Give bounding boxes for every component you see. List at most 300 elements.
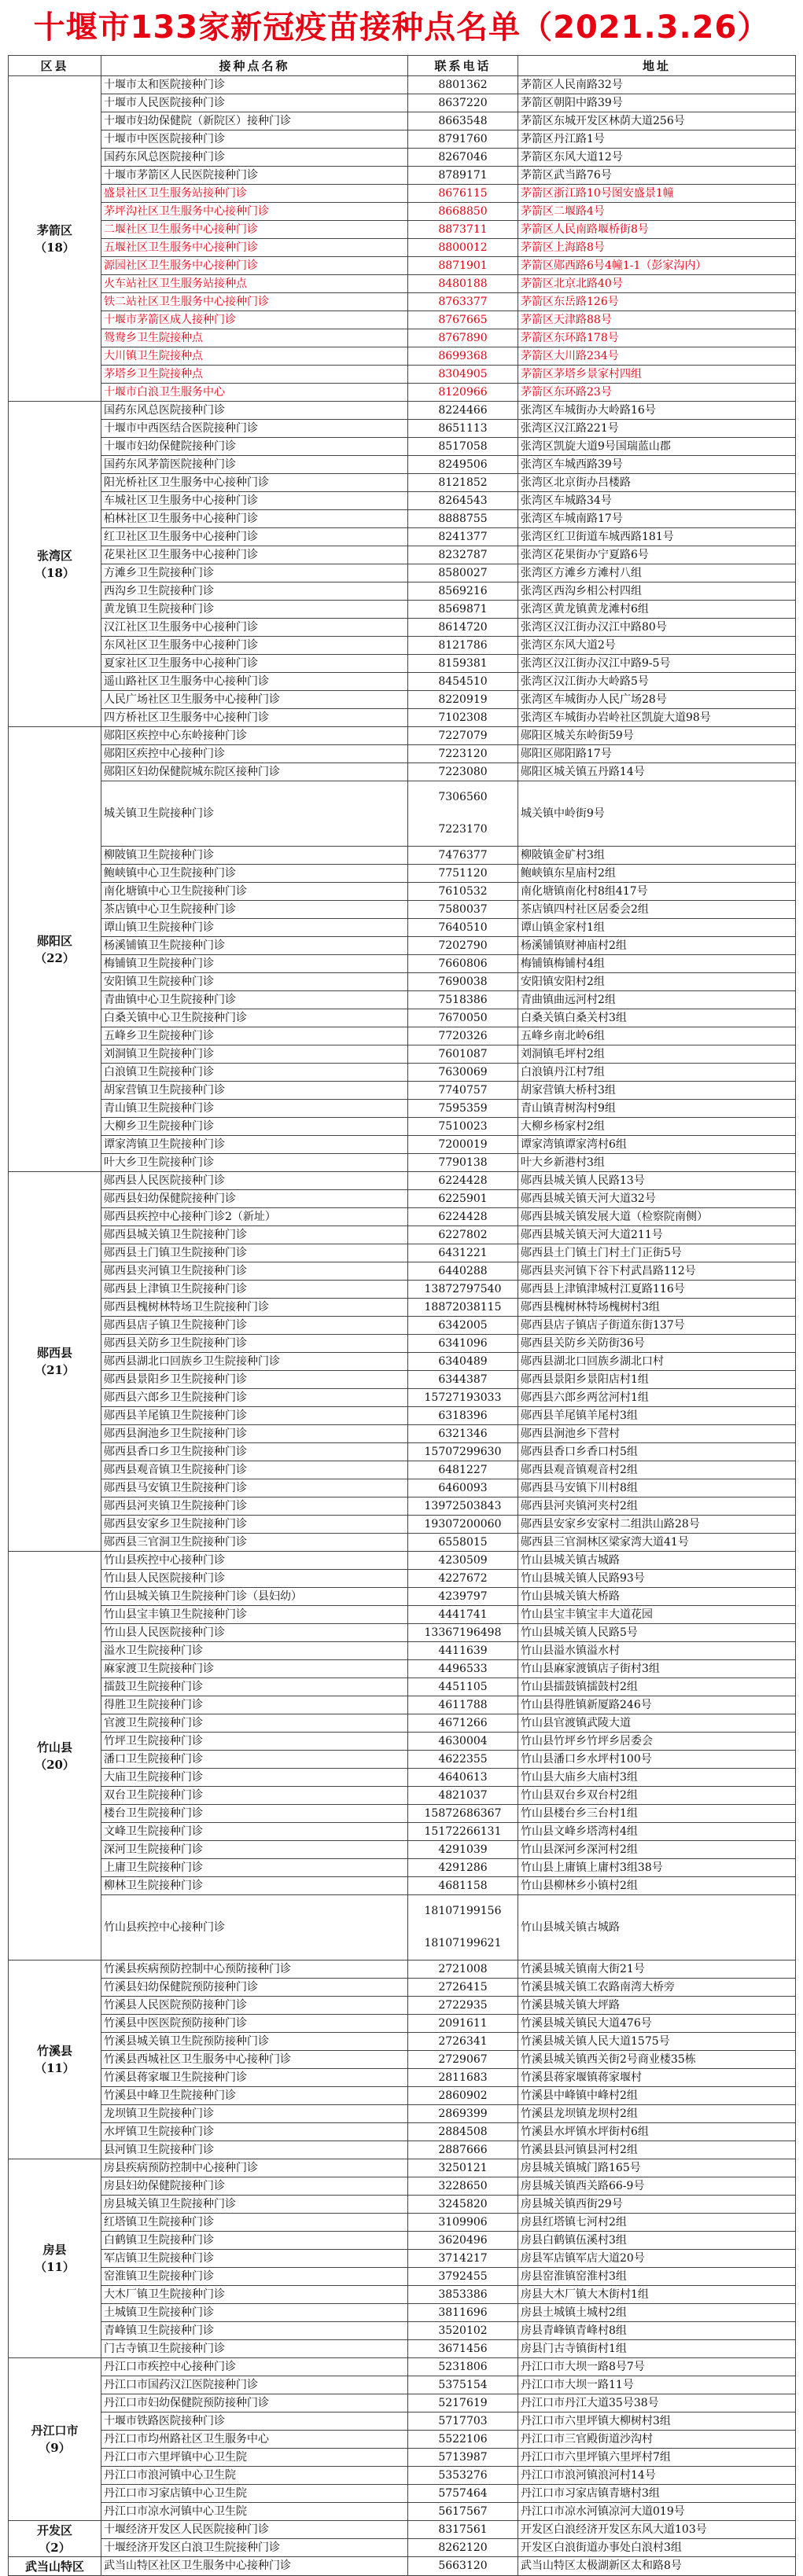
- table-row: [9, 2485, 796, 2503]
- site-name-cell: 深河卫生院接种门诊: [101, 1841, 408, 1859]
- phone-cell: 6227802: [408, 1226, 518, 1244]
- address-cell: 张湾区汉江街办汉江中路80号: [518, 619, 796, 637]
- phone-cell: 4239797: [408, 1588, 518, 1606]
- table-row: [9, 1226, 796, 1244]
- site-name-cell: 国药东风茅箭医院接种门诊: [101, 456, 408, 474]
- address-cell: 竹山县擂鼓镇擂鼓村2组: [518, 1678, 796, 1696]
- table-row: [9, 1534, 796, 1552]
- address-cell: 张湾区西沟乡相公村四组: [518, 582, 796, 601]
- table-row: [9, 1353, 796, 1371]
- site-name-cell: 潘口卫生院接种门诊: [101, 1751, 408, 1769]
- table-row: [9, 1009, 796, 1027]
- county-count: （18）: [35, 240, 75, 255]
- site-name-cell: 竹山县人民医院接种门诊: [101, 1570, 408, 1588]
- table-row: [9, 2015, 796, 2033]
- site-name-cell: 竹山县人民医院接种门诊: [101, 1624, 408, 1642]
- table-row: [9, 2431, 796, 2449]
- table-row: [9, 919, 796, 937]
- table-row: [9, 2069, 796, 2087]
- site-name-cell: 青山镇卫生院接种门诊: [101, 1100, 408, 1118]
- table-row: [9, 2105, 796, 2123]
- table-row: [9, 2268, 796, 2286]
- address-cell: 张湾区车城街办岩岭社区凯旋大道98号: [518, 709, 796, 727]
- county-count: （2）: [39, 2540, 71, 2555]
- address-cell: 房县大木厂镇大木街村1组: [518, 2286, 796, 2304]
- site-name-cell: 城关镇卫生院接种门诊: [101, 781, 408, 847]
- address-cell: 竹山县深河乡深河村2组: [518, 1841, 796, 1859]
- site-name-cell: 武当山特区社区卫生服务中心接种门诊: [101, 2557, 408, 2576]
- phone-cell: 5217619: [408, 2394, 518, 2412]
- site-name-cell: 龙坝镇卫生院接种门诊: [101, 2105, 408, 2123]
- table-row: [9, 221, 796, 239]
- address-cell: 郧西县土门镇土门村土门正街5号: [518, 1244, 796, 1262]
- county-label: 张湾区: [36, 548, 72, 563]
- table-row: [9, 901, 796, 919]
- table-row: [9, 955, 796, 973]
- address-cell: 张湾区凯旋大道9号国瑞蓝山郡: [518, 438, 796, 456]
- address-cell: 郧西县香口乡香口村5组: [518, 1443, 796, 1461]
- site-name-cell: 阳光桥社区卫生服务中心接种门诊: [101, 474, 408, 492]
- address-cell: 房县城关镇城门路165号: [518, 2159, 796, 2177]
- address-cell: 郧西县三官洞林区梁家湾大道41号: [518, 1534, 796, 1552]
- address-cell: 丹江口市浪河镇浪河村14号: [518, 2467, 796, 2485]
- table-row: [9, 2250, 796, 2268]
- address-cell: 郧西县湖北口回族乡湖北口村: [518, 1353, 796, 1371]
- phone-cell: 15727193033: [408, 1389, 518, 1407]
- site-name-cell: 郧西县景阳乡卫生院接种门诊: [101, 1371, 408, 1389]
- address-cell: 竹溪县城关镇南大街21号: [518, 1960, 796, 1979]
- table-row: [9, 510, 796, 528]
- address-cell: 茅箭区东环路23号: [518, 384, 796, 402]
- table-row: [9, 709, 796, 727]
- phone-cell: 7640510: [408, 919, 518, 937]
- table-row: [9, 329, 796, 347]
- address-cell: 白浪镇丹江村7组: [518, 1064, 796, 1082]
- site-name-cell: 杨溪铺镇卫生院接种门诊: [101, 937, 408, 955]
- table-row: [9, 2141, 796, 2159]
- address-cell: 竹溪县蒋家堰镇蒋家堰村: [518, 2069, 796, 2087]
- phone-cell: 6481227: [408, 1461, 518, 1479]
- site-name-cell: 十堰经济开发区白浪卫生院接种门诊: [101, 2539, 408, 2557]
- address-cell: 郧西县六郎乡两岔河村1组: [518, 1389, 796, 1407]
- phone-cell: 7610532: [408, 883, 518, 901]
- site-name-cell: 房县城关镇卫生院接种门诊: [101, 2196, 408, 2214]
- county-cell: [9, 2557, 101, 2576]
- address-cell: 郧西县涧池乡下营村: [518, 1425, 796, 1443]
- address-cell: 郧西县安家乡安家村二组洪山路28号: [518, 1516, 796, 1534]
- phone-cell: 3853386: [408, 2286, 518, 2304]
- phone-cell: 7595359: [408, 1100, 518, 1118]
- table-row: [9, 673, 796, 691]
- site-name-cell: 柏林社区卫生服务中心接种门诊: [101, 510, 408, 528]
- table-row: [9, 384, 796, 402]
- table-row: [9, 112, 796, 130]
- table-row: [9, 2394, 796, 2412]
- site-name-cell: 土城镇卫生院接种门诊: [101, 2304, 408, 2322]
- site-name-cell: 十堰市中医医院接种门诊: [101, 130, 408, 149]
- address-cell: 竹溪县城关镇工农路南湾大桥旁: [518, 1979, 796, 1997]
- site-name-cell: 火车站社区卫生服务站接种点: [101, 275, 408, 293]
- phone-cell: 15707299630: [408, 1443, 518, 1461]
- address-cell: 张湾区红卫街道车城西路181号: [518, 528, 796, 546]
- address-cell: 茅箭区天津路88号: [518, 311, 796, 329]
- site-name-cell: 十堰市太和医院接种门诊: [101, 76, 408, 94]
- table-row: [9, 745, 796, 763]
- address-cell: 茅箭区东环路178号: [518, 329, 796, 347]
- county-cell: [9, 76, 101, 402]
- address-cell: 柳陂镇金矿村3组: [518, 847, 796, 865]
- table-row: [9, 1696, 796, 1714]
- address-cell: 竹山县麻家渡镇店子街村3组: [518, 1660, 796, 1678]
- site-name-cell: 遥山路社区卫生服务中心接种门诊: [101, 673, 408, 691]
- table-row: [9, 1552, 796, 1570]
- phone-cell: 18872038115: [408, 1299, 518, 1317]
- table-row: [9, 1497, 796, 1516]
- table-row: [9, 2232, 796, 2250]
- table-row: [9, 727, 796, 745]
- phone-cell: 2887666: [408, 2141, 518, 2159]
- site-name-cell: 县河镇卫生院接种门诊: [101, 2141, 408, 2159]
- table-row: [9, 1751, 796, 1769]
- phone-cell: 7518386: [408, 991, 518, 1009]
- table-row: [9, 402, 796, 420]
- table-row: [9, 1624, 796, 1642]
- address-cell: 开发区白浪经济开发区东风大道103号: [518, 2521, 796, 2539]
- address-cell: 郧西县羊尾镇羊尾村3组: [518, 1407, 796, 1425]
- site-name-cell: 竹溪县城关镇卫生院预防接种门诊: [101, 2033, 408, 2051]
- phone-cell: 7223120: [408, 745, 518, 763]
- phone-cell: 7306560 7223170: [408, 781, 518, 847]
- phone-cell: 8569216: [408, 582, 518, 601]
- phone-cell: 5717703: [408, 2412, 518, 2431]
- phone-cell: 8676115: [408, 185, 518, 203]
- address-cell: 丹江口市凉水河镇凉河大道019号: [518, 2503, 796, 2521]
- phone-cell: 7580037: [408, 901, 518, 919]
- phone-cell: 4411639: [408, 1642, 518, 1660]
- phone-cell: 8121786: [408, 637, 518, 655]
- county-label: 丹江口市: [31, 2423, 79, 2438]
- site-name-cell: 郧西县疾控中心接种门诊2（新址）: [101, 1208, 408, 1226]
- address-cell: 郧西县城关镇天河大道32号: [518, 1190, 796, 1208]
- phone-cell: 4671266: [408, 1714, 518, 1733]
- phone-cell: 13872797540: [408, 1281, 518, 1299]
- table-body: [9, 76, 796, 2576]
- phone-cell: 13972503843: [408, 1497, 518, 1516]
- address-cell: 郧西县上津镇津城村江夏路116号: [518, 1281, 796, 1299]
- table-row: [9, 1082, 796, 1100]
- site-name-cell: 房县妇幼保健院接种门诊: [101, 2177, 408, 2196]
- site-name-cell: 郧西县槐树林特场卫生院接种门诊: [101, 1299, 408, 1317]
- table-row: [9, 1714, 796, 1733]
- site-name-cell: 郧西县关防乡卫生院接种门诊: [101, 1335, 408, 1353]
- table-row: [9, 167, 796, 185]
- phone-cell: 6431221: [408, 1244, 518, 1262]
- address-cell: 丹江口市习家店镇青塘村3组: [518, 2485, 796, 2503]
- table-row: [9, 1407, 796, 1425]
- phone-cell: 4821037: [408, 1787, 518, 1805]
- site-name-cell: 文峰卫生院接种门诊: [101, 1823, 408, 1841]
- table-row: [9, 1479, 796, 1497]
- address-cell: 张湾区东风大道2号: [518, 637, 796, 655]
- address-cell: 张湾区车城南路17号: [518, 510, 796, 528]
- phone-cell: 19307200060: [408, 1516, 518, 1534]
- phone-cell: 8637220: [408, 94, 518, 112]
- phone-cell: 3792455: [408, 2268, 518, 2286]
- phone-cell: 6460093: [408, 1479, 518, 1497]
- table-row: [9, 1100, 796, 1118]
- county-label: 武当山特区: [24, 2559, 84, 2574]
- phone-cell: 4681158: [408, 1877, 518, 1895]
- address-cell: 竹山县城关镇人民路93号: [518, 1570, 796, 1588]
- phone-cell: 7200019: [408, 1136, 518, 1154]
- phone-cell: 5617567: [408, 2503, 518, 2521]
- site-name-cell: 白浪镇卫生院接种门诊: [101, 1064, 408, 1082]
- phone-cell: 7660806: [408, 955, 518, 973]
- county-label: 茅箭区: [36, 222, 72, 237]
- address-cell: 房县城关镇西街29号: [518, 2196, 796, 2214]
- site-name-cell: 刘洞镇卫生院接种门诊: [101, 1045, 408, 1064]
- table-row: [9, 2051, 796, 2069]
- address-cell: 竹山县柳林乡小镇村2组: [518, 1877, 796, 1895]
- address-cell: 郧西县夹河镇下谷下村武昌路112号: [518, 1262, 796, 1281]
- table-row: [9, 130, 796, 149]
- phone-cell: 15172266131: [408, 1823, 518, 1841]
- table-row: [9, 973, 796, 991]
- site-name-cell: 铁二站社区卫生服务中心接种门诊: [101, 293, 408, 311]
- phone-cell: 8120966: [408, 384, 518, 402]
- site-name-cell: 竹山县疾控中心接种门诊: [101, 1552, 408, 1570]
- address-cell: 茶店镇四村社区居委会2组: [518, 901, 796, 919]
- phone-cell: 7223080: [408, 763, 518, 781]
- site-name-cell: 军店镇卫生院接种门诊: [101, 2250, 408, 2268]
- site-name-cell: 青峰镇卫生院接种门诊: [101, 2322, 408, 2340]
- site-name-cell: 郧西县上津镇卫生院接种门诊: [101, 1281, 408, 1299]
- phone-cell: 6341096: [408, 1335, 518, 1353]
- address-cell: 郧西县河夹镇河夹村2组: [518, 1497, 796, 1516]
- phone-cell: 8262120: [408, 2539, 518, 2557]
- phone-cell: 4227672: [408, 1570, 518, 1588]
- address-cell: 竹山县上庸镇上庸村3组38号: [518, 1859, 796, 1877]
- address-cell: 胡家营镇大桥村3组: [518, 1082, 796, 1100]
- phone-cell: 8800012: [408, 239, 518, 257]
- address-cell: 鲍峡镇东星庙村2组: [518, 865, 796, 883]
- table-row: [9, 2177, 796, 2196]
- site-name-cell: 十堰经济开发区人民医院接种门诊: [101, 2521, 408, 2539]
- address-cell: 郧西县城关镇天河大道211号: [518, 1226, 796, 1244]
- site-name-cell: 大川镇卫生院接种点: [101, 347, 408, 366]
- table-row: [9, 1443, 796, 1461]
- site-name-cell: 郧西县人民医院接种门诊: [101, 1172, 408, 1190]
- phone-cell: 7227079: [408, 727, 518, 745]
- address-cell: 竹溪县城关镇民大道476号: [518, 2015, 796, 2033]
- site-name-cell: 南化塘镇中心卫生院接种门诊: [101, 883, 408, 901]
- table-row: [9, 1299, 796, 1317]
- site-name-cell: 窑淮镇卫生院接种门诊: [101, 2268, 408, 2286]
- site-name-cell: 郧西县城关镇卫生院接种门诊: [101, 1226, 408, 1244]
- site-name-cell: 国药东风总医院接种门诊: [101, 149, 408, 167]
- site-name-cell: 竹山县宝丰镇卫生院接种门诊: [101, 1606, 408, 1624]
- site-name-cell: 十堰市铁路医院接种门诊: [101, 2412, 408, 2431]
- table-row: [9, 2123, 796, 2141]
- phone-cell: 8699368: [408, 347, 518, 366]
- phone-cell: 8871901: [408, 257, 518, 275]
- table-row: [9, 1389, 796, 1407]
- site-name-cell: 丹江口市六里坪镇中心卫生院: [101, 2449, 408, 2467]
- table-row: [9, 528, 796, 546]
- address-cell: 竹山县大庙乡大庙村3组: [518, 1769, 796, 1787]
- table-row: [9, 2322, 796, 2340]
- phone-cell: 8121852: [408, 474, 518, 492]
- table-row: [9, 347, 796, 366]
- address-cell: 张湾区车城街办人民广场28号: [518, 691, 796, 709]
- table-row: [9, 1660, 796, 1678]
- phone-cell: 8580027: [408, 564, 518, 582]
- site-name-cell: 竹溪县中医医院预防接种门诊: [101, 2015, 408, 2033]
- table-row: [9, 1805, 796, 1823]
- phone-cell: 7740757: [408, 1082, 518, 1100]
- table-row: [9, 1678, 796, 1696]
- phone-cell: 8249506: [408, 456, 518, 474]
- phone-cell: 6340489: [408, 1353, 518, 1371]
- site-name-cell: 西沟乡卫生院接种门诊: [101, 582, 408, 601]
- phone-cell: 13367196498: [408, 1624, 518, 1642]
- address-cell: 丹江口市大坝一路8号7号: [518, 2358, 796, 2376]
- site-name-cell: 东风社区卫生服务中心接种门诊: [101, 637, 408, 655]
- address-cell: 竹山县得胜镇新厦路246号: [518, 1696, 796, 1714]
- phone-cell: 7202790: [408, 937, 518, 955]
- address-cell: 房县城关镇西关路66-9号: [518, 2177, 796, 2196]
- table-row: [9, 619, 796, 637]
- table-row: [9, 847, 796, 865]
- address-cell: 竹山县城关镇古城路: [518, 1552, 796, 1570]
- address-cell: 张湾区北京街办吕楼路: [518, 474, 796, 492]
- address-cell: 大柳乡杨家村2组: [518, 1118, 796, 1136]
- table-row: [9, 1997, 796, 2015]
- site-name-cell: 青曲镇中心卫生院接种门诊: [101, 991, 408, 1009]
- table-row: [9, 257, 796, 275]
- county-label: 郧西县: [36, 1346, 72, 1360]
- phone-cell: 7476377: [408, 847, 518, 865]
- address-cell: 茅箭区丹江路1号: [518, 130, 796, 149]
- phone-cell: 5375154: [408, 2376, 518, 2394]
- site-name-cell: 郧西县马安镇卫生院接种门诊: [101, 1479, 408, 1497]
- address-cell: 五峰乡南北岭6组: [518, 1027, 796, 1045]
- address-cell: 房县红塔镇七河村2组: [518, 2214, 796, 2232]
- phone-cell: 8873711: [408, 221, 518, 239]
- site-name-cell: 丹江口市凉水河镇中心卫生院: [101, 2503, 408, 2521]
- table-row: [9, 2304, 796, 2322]
- table-row: [9, 2358, 796, 2376]
- site-name-cell: 谭家湾镇卫生院接种门诊: [101, 1136, 408, 1154]
- phone-cell: 5663120: [408, 2557, 518, 2576]
- phone-cell: 2811683: [408, 2069, 518, 2087]
- phone-cell: 3245820: [408, 2196, 518, 2214]
- county-count: （9）: [39, 2441, 71, 2455]
- address-cell: 南化塘镇南化村8组417号: [518, 883, 796, 901]
- address-cell: 房县土城镇土城村2组: [518, 2304, 796, 2322]
- address-cell: 郧西县城关镇人民路13号: [518, 1172, 796, 1190]
- table-row: [9, 1172, 796, 1190]
- address-cell: 丹江口市大坝一路11号: [518, 2376, 796, 2394]
- address-cell: 竹溪县城关镇人民大道1575号: [518, 2033, 796, 2051]
- table-row: [9, 1841, 796, 1859]
- table-row: [9, 1823, 796, 1841]
- site-name-cell: 安阳镇卫生院接种门诊: [101, 973, 408, 991]
- phone-cell: 8569871: [408, 601, 518, 619]
- county-cell: [9, 2521, 101, 2557]
- site-name-cell: 郧西县河夹镇卫生院接种门诊: [101, 1497, 408, 1516]
- table-row: [9, 2449, 796, 2467]
- phone-cell: 15872686367: [408, 1805, 518, 1823]
- county-cell: [9, 2358, 101, 2521]
- site-name-cell: 郧西县六郎乡卫生院接种门诊: [101, 1389, 408, 1407]
- address-cell: 张湾区方滩乡方滩村八组: [518, 564, 796, 582]
- site-name-cell: 竹山县疾控中心接种门诊: [101, 1895, 408, 1960]
- table-row: [9, 293, 796, 311]
- phone-cell: 5757464: [408, 2485, 518, 2503]
- table-row: [9, 149, 796, 167]
- site-name-cell: 十堰市人民医院接种门诊: [101, 94, 408, 112]
- phone-cell: 4291039: [408, 1841, 518, 1859]
- site-name-cell: 擂鼓卫生院接种门诊: [101, 1678, 408, 1696]
- address-cell: 茅箭区武当路76号: [518, 167, 796, 185]
- address-cell: 谭山镇金家村1组: [518, 919, 796, 937]
- address-cell: 刘洞镇毛坪村2组: [518, 1045, 796, 1064]
- table-row: [9, 1787, 796, 1805]
- table-row: [9, 763, 796, 781]
- phone-cell: 7790138: [408, 1154, 518, 1172]
- address-cell: 丹江口市三官殿街道沙沟村: [518, 2431, 796, 2449]
- site-name-cell: 郧阳区疾控中心东岭接种门诊: [101, 727, 408, 745]
- site-name-cell: 鲍峡镇中心卫生院接种门诊: [101, 865, 408, 883]
- table-row: [9, 1733, 796, 1751]
- address-cell: 房县白鹤镇伍溪村3组: [518, 2232, 796, 2250]
- site-name-cell: 大木厂镇卫生院接种门诊: [101, 2286, 408, 2304]
- table-row: [9, 991, 796, 1009]
- address-cell: 茅箭区二堰路4号: [518, 203, 796, 221]
- table-row: [9, 781, 796, 847]
- phone-cell: 7510023: [408, 1118, 518, 1136]
- site-name-cell: 得胜卫生院接种门诊: [101, 1696, 408, 1714]
- table-row: [9, 2087, 796, 2105]
- phone-cell: 6321346: [408, 1425, 518, 1443]
- phone-cell: 5713987: [408, 2449, 518, 2467]
- address-cell: 张湾区车城西路39号: [518, 456, 796, 474]
- table-row: [9, 2033, 796, 2051]
- table-header-row: [9, 56, 796, 76]
- phone-cell: 2091611: [408, 2015, 518, 2033]
- phone-cell: 4230509: [408, 1552, 518, 1570]
- site-name-cell: 花果社区卫生服务中心接种门诊: [101, 546, 408, 564]
- address-cell: 青山镇青树沟村9组: [518, 1100, 796, 1118]
- header-address: 地址: [518, 56, 796, 76]
- site-name-cell: 竹溪县中峰卫生院接种门诊: [101, 2087, 408, 2105]
- phone-cell: 8220919: [408, 691, 518, 709]
- address-cell: 竹山县官渡镇武陵大道: [518, 1714, 796, 1733]
- county-label: 房县: [42, 2243, 67, 2257]
- county-label: 开发区: [36, 2523, 72, 2537]
- address-cell: 郧西县关防乡关防街36号: [518, 1335, 796, 1353]
- address-cell: 茅箭区郧西路6号4幢1-1（彭家沟内）: [518, 257, 796, 275]
- address-cell: 郧西县观音镇观音村2组: [518, 1461, 796, 1479]
- site-name-cell: 郧西县观音镇卫生院接种门诊: [101, 1461, 408, 1479]
- phone-cell: 5522106: [408, 2431, 518, 2449]
- site-name-cell: 丹江口市疾控中心接种门诊: [101, 2358, 408, 2376]
- table-row: [9, 2521, 796, 2539]
- address-cell: 茅箭区人民南路堰桥街8号: [518, 221, 796, 239]
- phone-cell: 2722935: [408, 1997, 518, 2015]
- county-label: 竹山县: [36, 1740, 72, 1755]
